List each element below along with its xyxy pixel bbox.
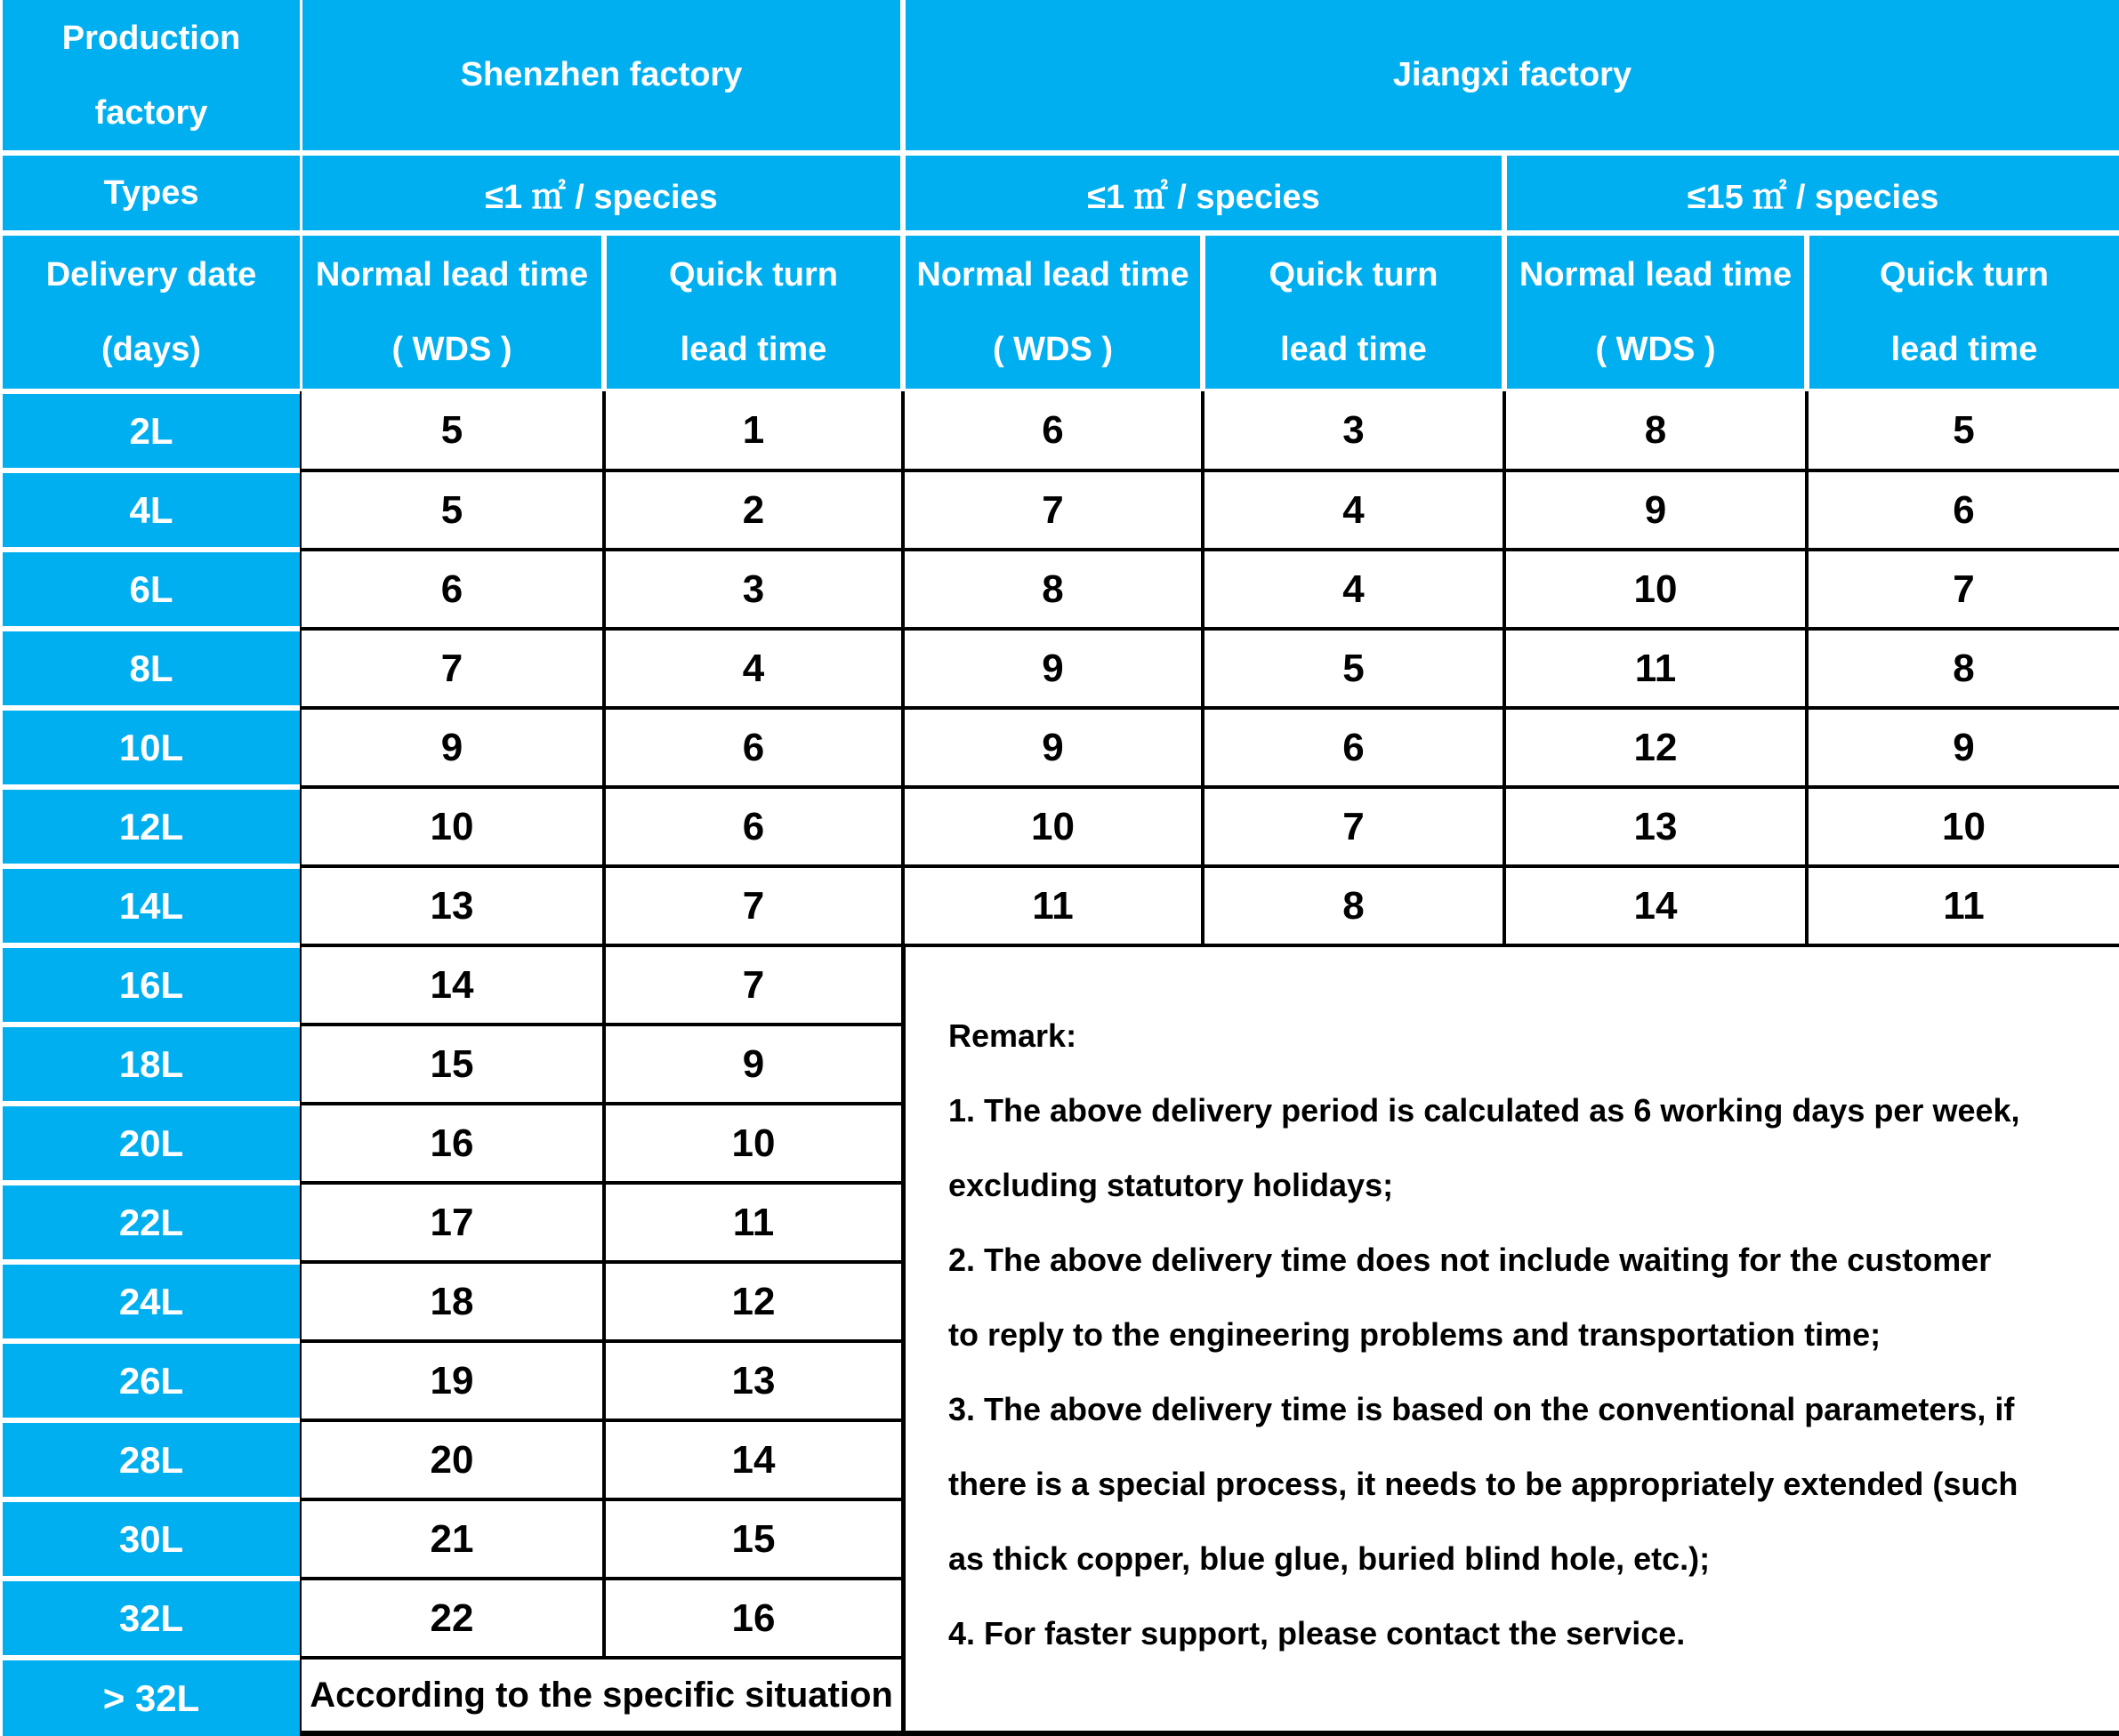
cell-value: 9	[903, 708, 1203, 787]
header-types: Types	[0, 153, 300, 233]
cell-value: 7	[604, 945, 903, 1025]
header-jx15-normal-lead-time: Normal lead time ( WDS )	[1504, 233, 1807, 391]
row-label-32l: 32L	[0, 1579, 300, 1658]
cell-value: 14	[604, 1420, 903, 1499]
cell-value: 14	[1504, 866, 1807, 945]
cell-value: 13	[1504, 787, 1807, 866]
header-sz-quick-turn: Quick turn lead time	[604, 233, 903, 391]
cell-value: 6	[1807, 470, 2119, 550]
cell-value: 8	[1504, 391, 1807, 470]
row-label-2l: 2L	[0, 391, 300, 470]
row-label-28l: 28L	[0, 1420, 300, 1499]
header-shenzhen-factory: Shenzhen factory	[300, 0, 903, 153]
cell-value: 9	[1807, 708, 2119, 787]
cell-value: 7	[1807, 550, 2119, 629]
cell-value: 6	[1203, 708, 1504, 787]
cell-value: 20	[300, 1420, 604, 1499]
row-label-24l: 24L	[0, 1262, 300, 1341]
cell-value: 5	[1203, 629, 1504, 708]
cell-value: 16	[300, 1104, 604, 1183]
remark-line: to reply to the engineering problems and transportation time;	[948, 1316, 1881, 1353]
remark-line: 3. The above delivery time is based on the conventional parameters, if	[948, 1391, 2015, 1427]
cell-value: 9	[604, 1025, 903, 1104]
cell-value: 8	[1807, 629, 2119, 708]
header-delivery-line1: Delivery date	[45, 256, 257, 293]
cell-value: 21	[300, 1499, 604, 1579]
row-label-16l: 16L	[0, 945, 300, 1025]
header-type-jiangxi-15: ≤15 ㎡ / species	[1504, 153, 2119, 233]
cell-value: 11	[1504, 629, 1807, 708]
cell-value: 9	[300, 708, 604, 787]
cell-value: 7	[903, 470, 1203, 550]
cell-value: 13	[604, 1341, 903, 1420]
row-label-18l: 18L	[0, 1025, 300, 1104]
header-jiangxi-factory: Jiangxi factory	[903, 0, 2119, 153]
row-label-20l: 20L	[0, 1104, 300, 1183]
header-jx1-normal-lead-time: Normal lead time ( WDS )	[903, 233, 1203, 391]
cell-value: 6	[300, 550, 604, 629]
remark-line: 4. For faster support, please contact the service.	[948, 1615, 1686, 1652]
cell-value: 10	[903, 787, 1203, 866]
cell-value: 5	[300, 470, 604, 550]
cell-value: 5	[1807, 391, 2119, 470]
cell-value: 1	[604, 391, 903, 470]
row-label-30l: 30L	[0, 1499, 300, 1579]
header-jx1-quick-turn: Quick turn lead time	[1203, 233, 1504, 391]
remark-line: excluding statutory holidays;	[948, 1167, 1394, 1203]
row-label-6l: 6L	[0, 550, 300, 629]
row-label-14l: 14L	[0, 866, 300, 945]
header-delivery-line2: (days)	[101, 331, 201, 368]
cell-value: 4	[1203, 470, 1504, 550]
remark-line: there is a special process, it needs to be appropriately extended (such	[948, 1466, 2018, 1502]
cell-value: 6	[604, 708, 903, 787]
header-type-jiangxi-1: ≤1 ㎡ / species	[903, 153, 1504, 233]
header-jx15-quick-turn: Quick turn lead time	[1807, 233, 2119, 391]
cell-value: 11	[1807, 866, 2119, 945]
cell-value: 18	[300, 1262, 604, 1341]
cell-value: 3	[1203, 391, 1504, 470]
cell-value: 10	[1504, 550, 1807, 629]
remark-line: as thick copper, blue glue, buried blind hole, etc.);	[948, 1540, 1711, 1577]
cell-value: 6	[604, 787, 903, 866]
cell-value: 17	[300, 1183, 604, 1262]
cell-value: 12	[604, 1262, 903, 1341]
cell-value: 7	[604, 866, 903, 945]
cell-value: 6	[903, 391, 1203, 470]
header-production-factory	[0, 0, 300, 153]
cell-value: 15	[300, 1025, 604, 1104]
cell-value: 22	[300, 1579, 604, 1658]
row-label-10l: 10L	[0, 708, 300, 787]
cell-value: 11	[604, 1183, 903, 1262]
cell-value: 10	[1807, 787, 2119, 866]
cell-value: 3	[604, 550, 903, 629]
cell-value: 4	[1203, 550, 1504, 629]
remark-box	[903, 945, 2119, 1736]
cell-value: 10	[300, 787, 604, 866]
cell-value: 4	[604, 629, 903, 708]
header-production-line1: Production	[61, 19, 241, 57]
cell-value: 9	[1504, 470, 1807, 550]
cell-value: 7	[300, 629, 604, 708]
cell-value: 16	[604, 1579, 903, 1658]
remark-line: 2. The above delivery time does not include waiting for the customer	[948, 1242, 1992, 1278]
row-label-8l: 8L	[0, 629, 300, 708]
row-label-22l: 22L	[0, 1183, 300, 1262]
cell-value: 12	[1504, 708, 1807, 787]
header-delivery-date	[0, 233, 300, 391]
cell-value: 8	[1203, 866, 1504, 945]
header-type-shenzhen: ≤1 ㎡ / species	[300, 153, 903, 233]
cell-value: 15	[604, 1499, 903, 1579]
row-label-4l: 4L	[0, 470, 300, 550]
row-label-12l: 12L	[0, 787, 300, 866]
cell-value: 11	[903, 866, 1203, 945]
cell-value: 19	[300, 1341, 604, 1420]
cell-value: 5	[300, 391, 604, 470]
cell-value: 8	[903, 550, 1203, 629]
cell-value: 2	[604, 470, 903, 550]
cell-value: 7	[1203, 787, 1504, 866]
row-label-26l: 26L	[0, 1341, 300, 1420]
cell-value: 14	[300, 945, 604, 1025]
cell-value: 9	[903, 629, 1203, 708]
cell-value: 10	[604, 1104, 903, 1183]
row-label-gt32l: > 32L	[0, 1658, 300, 1736]
cell-value: 13	[300, 866, 604, 945]
remark-title: Remark:	[948, 1017, 1077, 1054]
cell-according-note: According to the specific situation	[300, 1658, 903, 1736]
remark-line: 1. The above delivery period is calculated as 6 working days per week,	[948, 1092, 2020, 1129]
header-production-line2: factory	[94, 93, 208, 132]
header-sz-normal-lead-time: Normal lead time ( WDS )	[300, 233, 604, 391]
